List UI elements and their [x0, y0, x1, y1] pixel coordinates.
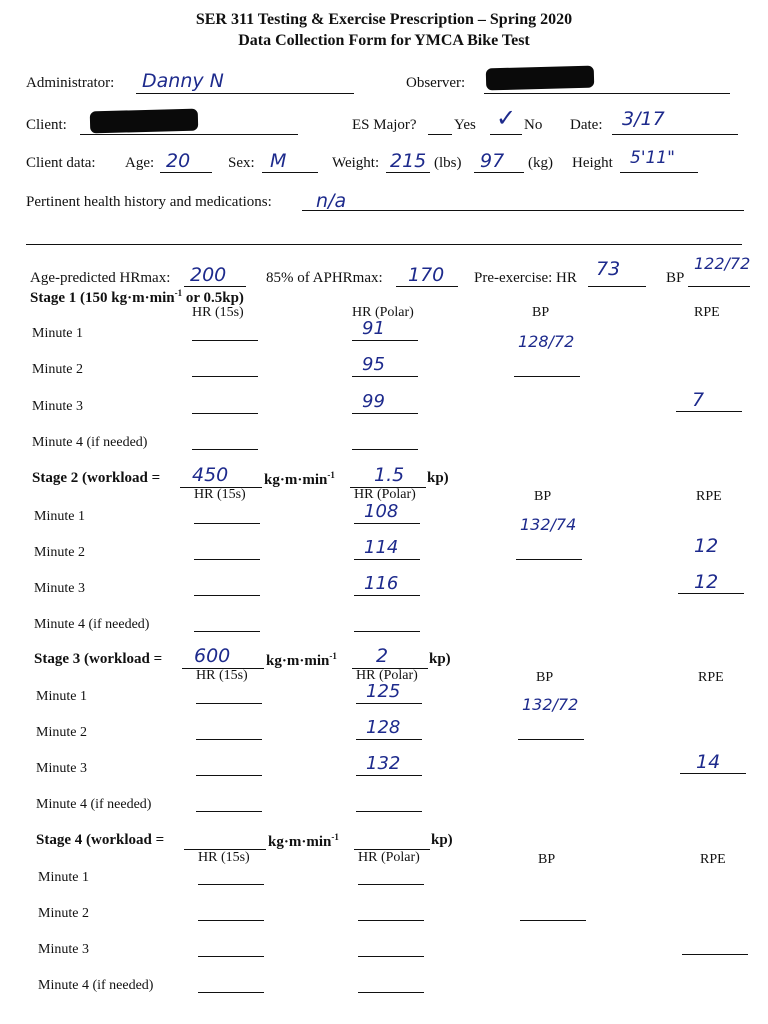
stage-3-workload-value: 600: [194, 645, 231, 667]
lbs-unit: (lbs): [434, 155, 462, 171]
observer-redaction: [486, 66, 595, 91]
minute-label: Minute 1: [34, 509, 85, 524]
hr15-field[interactable]: [194, 631, 260, 632]
hr15-field[interactable]: [192, 449, 258, 450]
client-redaction: [90, 109, 199, 134]
hrmax-label: Age-predicted HRmax:: [30, 270, 171, 286]
stage-2-col-polar: HR (Polar): [354, 487, 416, 502]
stage-1-col-polar: HR (Polar): [352, 305, 414, 320]
hr-polar-field[interactable]: [352, 340, 418, 341]
hr15-field[interactable]: [192, 376, 258, 377]
stage-4-unit: [268, 832, 339, 851]
bp-field[interactable]: [516, 559, 582, 560]
stage-4-col-rpe: RPE: [700, 852, 726, 867]
rpe-value: 12: [694, 535, 719, 557]
hr-polar-value: 128: [366, 717, 401, 738]
administrator-label: Administrator:: [26, 75, 115, 91]
hr-polar-field[interactable]: [354, 631, 420, 632]
hr15-field[interactable]: [196, 775, 262, 776]
sex-field[interactable]: [262, 172, 318, 173]
age-value: 20: [166, 150, 191, 172]
history-field[interactable]: [302, 210, 744, 211]
hr-polar-field[interactable]: [356, 775, 422, 776]
hr15-field[interactable]: [192, 340, 258, 341]
stage-4-unit-text: kg·m·min: [268, 834, 332, 850]
stage-2-title: Stage 2 (workload =: [32, 470, 161, 486]
bp-value: 132/74: [520, 515, 577, 534]
weight-kg-value: 97: [480, 150, 505, 172]
client-field[interactable]: [80, 134, 298, 135]
minute-label: Minute 4 (if needed): [34, 617, 150, 632]
bp-value: 128/72: [518, 332, 575, 351]
hrmax-field[interactable]: [184, 286, 246, 287]
sex-value: M: [270, 150, 287, 172]
hr-polar-field[interactable]: [358, 992, 424, 993]
stage-4-kp-unit: kp): [431, 832, 453, 848]
pre-bp-value: 122/72: [694, 254, 751, 273]
administrator-value: Danny N: [142, 70, 224, 92]
rpe-field[interactable]: [680, 773, 746, 774]
kg-unit: (kg): [528, 155, 553, 171]
aphr-field[interactable]: [396, 286, 458, 287]
minute-label: Minute 1: [38, 870, 89, 885]
hr-polar-field[interactable]: [354, 523, 420, 524]
stage-1-title-text: Stage 1 (150 kg·m·min: [30, 290, 175, 306]
rpe-value: 14: [696, 751, 721, 773]
es-major-check: ✓: [496, 104, 517, 132]
height-value: 5'11": [630, 148, 675, 168]
history-label: Pertinent health history and medications:: [26, 194, 272, 210]
stage-3-title: Stage 3 (workload =: [34, 651, 163, 667]
minute-label: Minute 4 (if needed): [38, 978, 154, 993]
stage-2-kp-unit: kp): [427, 470, 449, 486]
weight-label: Weight:: [332, 155, 380, 171]
history-field-line-2[interactable]: [26, 244, 742, 245]
bp-field[interactable]: [514, 376, 580, 377]
hr-polar-value: 132: [366, 753, 401, 774]
stage-1-col-bp: BP: [532, 305, 550, 320]
pre-hr-label: Pre-exercise: HR: [474, 270, 577, 286]
hr-polar-field[interactable]: [356, 739, 422, 740]
weight-lbs-field[interactable]: [386, 172, 430, 173]
minute-label: Minute 3: [36, 761, 87, 776]
stage-2-col-bp: BP: [534, 489, 552, 504]
no-label: No: [524, 117, 543, 133]
weight-kg-field[interactable]: [474, 172, 524, 173]
minute-label: Minute 1: [32, 326, 83, 341]
stage-4-col-bp: BP: [538, 852, 556, 867]
stage-1-title-end: or 0.5kp): [182, 290, 244, 306]
es-major-no-field[interactable]: [490, 134, 522, 135]
hr15-field[interactable]: [198, 992, 264, 993]
hr-polar-value: 108: [364, 501, 399, 522]
hr15-field[interactable]: [192, 413, 258, 414]
aphr-label: 85% of APHRmax:: [266, 270, 383, 286]
aphr-value: 170: [408, 264, 445, 286]
minute-label: Minute 3: [32, 399, 83, 414]
minute-label: Minute 2: [32, 362, 83, 377]
hr15-field[interactable]: [196, 811, 262, 812]
hr15-field[interactable]: [194, 595, 260, 596]
client-label: Client:: [26, 117, 67, 133]
hr-polar-value: 114: [364, 537, 399, 558]
pre-bp-field[interactable]: [688, 286, 750, 287]
rpe-value: 12: [694, 571, 719, 593]
yes-label: Yes: [454, 117, 476, 133]
stage-3-kp-unit: kp): [429, 651, 451, 667]
stage-4-col-hr15: HR (15s): [198, 850, 250, 865]
weight-lbs-value: 215: [390, 150, 427, 172]
hr-polar-field[interactable]: [352, 376, 418, 377]
stage-3-col-rpe: RPE: [698, 670, 724, 685]
rpe-field[interactable]: [682, 954, 748, 955]
stage-3-col-bp: BP: [536, 670, 554, 685]
hr-polar-field[interactable]: [358, 884, 424, 885]
minute-label: Minute 3: [38, 942, 89, 957]
hr15-field[interactable]: [198, 884, 264, 885]
hr-polar-value: 99: [362, 391, 385, 412]
observer-field[interactable]: [484, 93, 730, 94]
hr15-field[interactable]: [194, 559, 260, 560]
height-field[interactable]: [620, 172, 698, 173]
es-major-yes-field[interactable]: [428, 134, 452, 135]
stage-3-col-polar: HR (Polar): [356, 668, 418, 683]
hr15-field[interactable]: [198, 920, 264, 921]
stage-2-unit-sup: -1: [327, 470, 335, 480]
stage-1-col-rpe: RPE: [694, 305, 720, 320]
es-major-label: ES Major?: [352, 117, 417, 133]
hr-polar-value: 125: [366, 681, 401, 702]
minute-label: Minute 1: [36, 689, 87, 704]
hr-polar-value: 91: [362, 318, 385, 339]
minute-label: Minute 4 (if needed): [32, 435, 148, 450]
client-data-label: Client data:: [26, 155, 96, 171]
history-value: n/a: [316, 190, 347, 212]
hr-polar-field[interactable]: [358, 920, 424, 921]
stage-1-col-hr15: HR (15s): [192, 305, 244, 320]
height-label: Height: [572, 155, 613, 171]
stage-4-title: Stage 4 (workload =: [36, 832, 165, 848]
minute-label: Minute 2: [38, 906, 89, 921]
sex-label: Sex:: [228, 155, 255, 171]
hr-polar-value: 95: [362, 354, 385, 375]
administrator-field[interactable]: [136, 93, 354, 94]
age-label: Age:: [125, 155, 155, 171]
stage-3-unit: [266, 651, 337, 670]
hr15-field[interactable]: [198, 956, 264, 957]
stage-2-workload-value: 450: [192, 464, 229, 486]
age-field[interactable]: [160, 172, 212, 173]
stage-3-col-hr15: HR (15s): [196, 668, 248, 683]
pre-bp-label: BP: [666, 270, 685, 286]
stage-4-unit-sup: -1: [331, 832, 339, 842]
rpe-field[interactable]: [678, 593, 744, 594]
hrmax-value: 200: [190, 264, 227, 286]
hr-polar-field[interactable]: [356, 703, 422, 704]
bp-value: 132/72: [522, 695, 579, 714]
hr-polar-field[interactable]: [352, 413, 418, 414]
hr-polar-field[interactable]: [358, 956, 424, 957]
stage-3-unit-sup: -1: [329, 651, 337, 661]
minute-label: Minute 4 (if needed): [36, 797, 152, 812]
stage-2-col-hr15: HR (15s): [194, 487, 246, 502]
date-value: 3/17: [622, 108, 665, 130]
stage-2-col-rpe: RPE: [696, 489, 722, 504]
date-label: Date:: [570, 117, 603, 133]
rpe-field[interactable]: [676, 411, 742, 412]
form-title: SER 311 Testing & Exercise Prescription – Spring 2020: [195, 11, 573, 28]
stage-2-kp-value: 1.5: [374, 464, 405, 486]
minute-label: Minute 2: [34, 545, 85, 560]
stage-2-unit-text: kg·m·min: [264, 472, 328, 488]
stage-2-unit: [264, 470, 335, 489]
stage-3-unit-text: kg·m·min: [266, 653, 330, 669]
bp-field[interactable]: [518, 739, 584, 740]
minute-label: Minute 3: [34, 581, 85, 596]
pre-hr-value: 73: [596, 258, 621, 280]
pre-hr-field[interactable]: [588, 286, 646, 287]
date-field[interactable]: [612, 134, 738, 135]
hr-polar-value: 116: [364, 573, 399, 594]
hr15-field[interactable]: [196, 703, 262, 704]
stage-4-col-polar: HR (Polar): [358, 850, 420, 865]
stage-3-kp-value: 2: [376, 645, 389, 667]
hr-polar-field[interactable]: [352, 449, 418, 450]
hr-polar-field[interactable]: [356, 811, 422, 812]
rpe-value: 7: [692, 389, 705, 411]
hr-polar-field[interactable]: [354, 559, 420, 560]
stage-1-title-sup: -1: [174, 288, 183, 298]
observer-label: Observer:: [406, 75, 466, 91]
minute-label: Minute 2: [36, 725, 87, 740]
hr15-field[interactable]: [196, 739, 262, 740]
bp-field[interactable]: [520, 920, 586, 921]
hr15-field[interactable]: [194, 523, 260, 524]
hr-polar-field[interactable]: [354, 595, 420, 596]
form-subtitle: Data Collection Form for YMCA Bike Test: [238, 32, 530, 49]
